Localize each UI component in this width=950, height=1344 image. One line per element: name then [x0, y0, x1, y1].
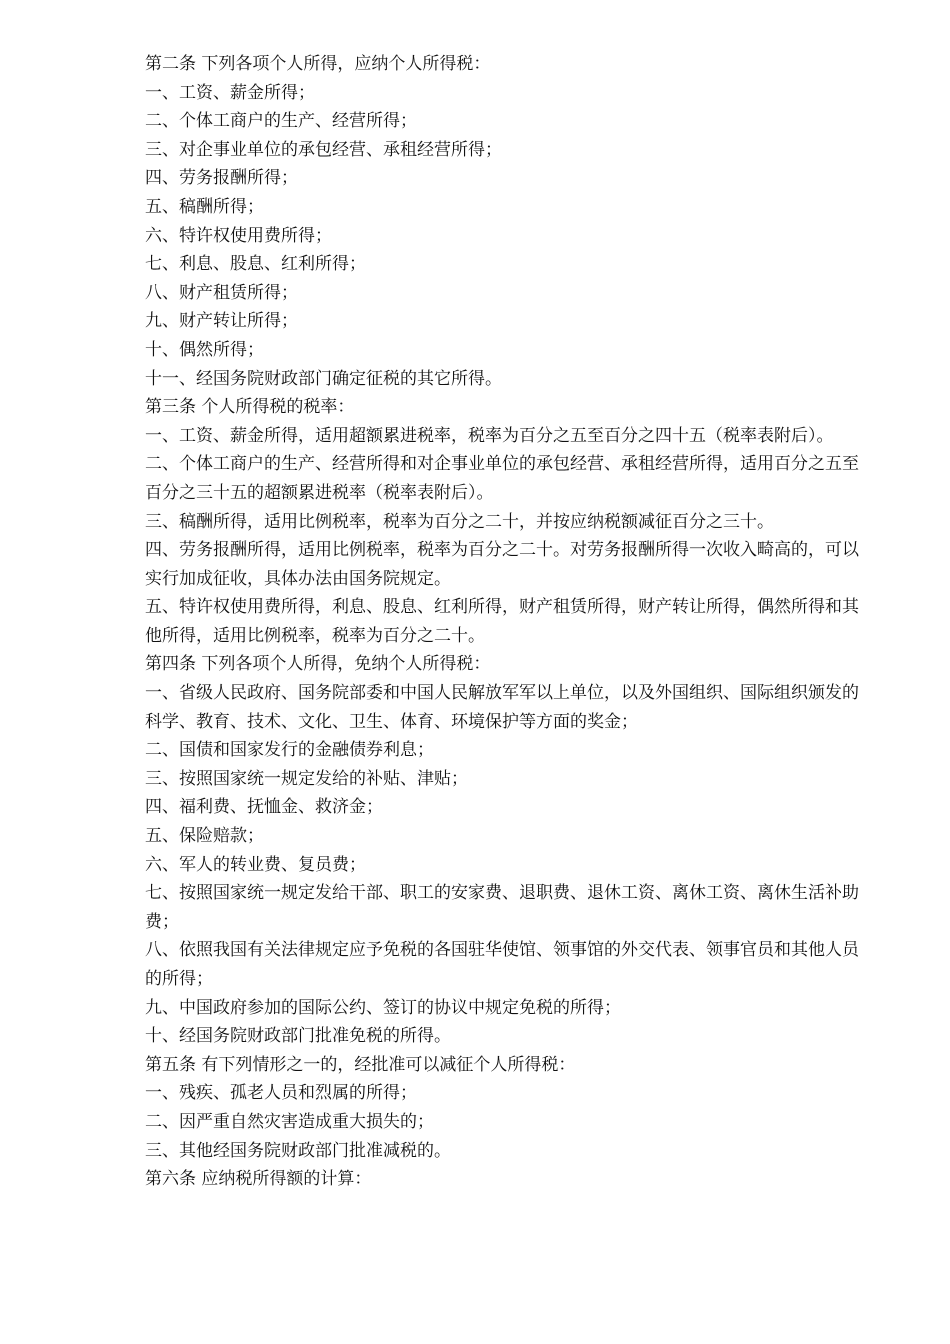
article-4-item: 八、依照我国有关法律规定应予免税的各国驻华使馆、领事馆的外交代表、领事官员和其他人员的所得； — [145, 940, 859, 989]
article-6-title: 第六条 应纳税所得额的计算： — [145, 1169, 372, 1190]
article-5-item: 二、因严重自然灾害造成重大损失的； — [145, 1111, 434, 1132]
article-2-item: 八、财产租赁所得； — [145, 282, 298, 303]
article-4-item: 九、中国政府参加的国际公约、签订的协议中规定免税的所得； — [145, 997, 621, 1018]
article-4-item: 二、国债和国家发行的金融债券利息； — [145, 740, 434, 761]
article-4-item: 四、福利费、抚恤金、救济金； — [145, 797, 383, 818]
article-2-item: 九、财产转让所得； — [145, 311, 298, 332]
article-2-item: 二、个体工商户的生产、经营所得； — [145, 111, 417, 132]
article-4-item: 五、保险赔款； — [145, 826, 264, 847]
article-2-item: 四、劳务报酬所得； — [145, 168, 298, 189]
article-2-item: 十一、经国务院财政部门确定征税的其它所得。 — [145, 368, 502, 389]
article-3-item: 三、稿酬所得，适用比例税率，税率为百分之二十，并按应纳税额减征百分之三十。 — [145, 511, 774, 532]
article-4-item: 三、按照国家统一规定发给的补贴、津贴； — [145, 768, 468, 789]
article-4-item: 七、按照国家统一规定发给干部、职工的安家费、退职费、退休工资、离休工资、离休生活补助费； — [145, 883, 859, 932]
article-2-item: 六、特许权使用费所得； — [145, 225, 332, 246]
article-5-item: 一、残疾、孤老人员和烈属的所得； — [145, 1083, 417, 1104]
article-3-item: 四、劳务报酬所得，适用比例税率，税率为百分之二十。对劳务报酬所得一次收入畸高的，可以实行加成征收，具体办法由国务院规定。 — [145, 540, 859, 589]
article-2-title: 第二条 下列各项个人所得，应纳个人所得税： — [145, 54, 491, 74]
article-2-item: 三、对企事业单位的承包经营、承租经营所得； — [145, 139, 502, 160]
document-body — [145, 50, 873, 1194]
article-2-item: 一、工资、薪金所得； — [145, 82, 315, 103]
article-4-item: 六、军人的转业费、复员费； — [145, 854, 366, 875]
article-3-item: 一、工资、薪金所得，适用超额累进税率，税率为百分之五至百分之四十五（税率表附后）。 — [145, 425, 834, 446]
article-2-item: 七、利息、股息、红利所得； — [145, 254, 366, 275]
article-4-item: 一、省级人民政府、国务院部委和中国人民解放军军以上单位，以及外国组织、国际组织颁发的科学、教育、技术、文化、卫生、体育、环境保护等方面的奖金； — [145, 683, 859, 732]
article-3-title: 第三条 个人所得税的税率： — [145, 397, 355, 418]
article-2-item: 五、稿酬所得； — [145, 196, 264, 217]
article-3-item: 二、个体工商户的生产、经营所得和对企事业单位的承包经营、承租经营所得，适用百分之五至百分之三十五的超额累进税率（税率表附后）。 — [145, 454, 859, 503]
article-5-title: 第五条 有下列情形之一的，经批准可以减征个人所得税： — [145, 1054, 576, 1075]
article-4-title: 第四条 下列各项个人所得，免纳个人所得税： — [145, 654, 491, 675]
article-2-item: 十、偶然所得； — [145, 339, 264, 360]
article-5-item: 三、其他经国务院财政部门批准减税的。 — [145, 1140, 451, 1161]
article-4-item: 十、经国务院财政部门批准免税的所得。 — [145, 1026, 451, 1047]
article-3-item: 五、特许权使用费所得，利息、股息、红利所得，财产租赁所得，财产转让所得，偶然所得和其他所得，适用比例税率，税率为百分之二十。 — [145, 597, 859, 646]
